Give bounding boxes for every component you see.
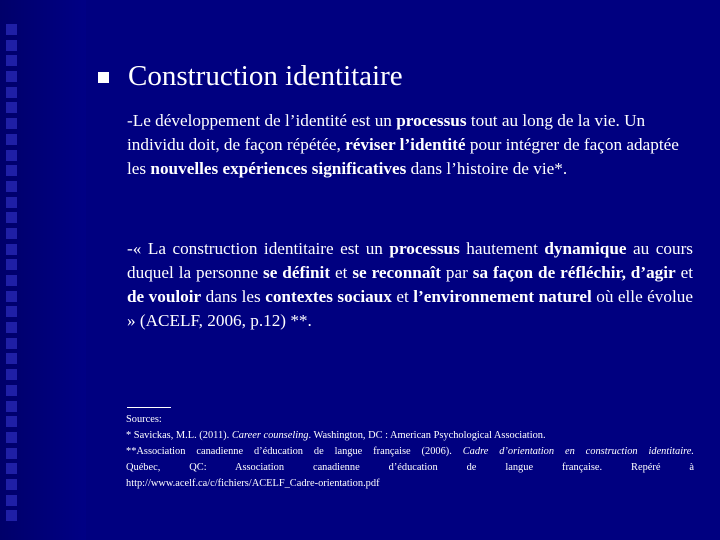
sources-heading: Sources: (126, 414, 162, 425)
decorative-square (6, 71, 17, 82)
body-text: et (675, 263, 694, 282)
decorative-square (6, 448, 17, 459)
reference-url-link[interactable]: http://www.acelf.ca/c/fichiers/ACELF_Cadre-orientation.pdf (126, 478, 380, 489)
body-text: où elle évolue » (ACELF, 2006, p.12) **. (127, 287, 693, 330)
sources-block (126, 412, 694, 492)
paragraph-definition (127, 109, 693, 181)
reference-acelf-publisher: Québec, QC: Association canadienne d’éducation de langue française. Repéré à (126, 462, 694, 473)
decorative-square (6, 118, 17, 129)
body-text: hautement (459, 239, 545, 258)
body-text: -Le développement de l’identité est un (127, 111, 397, 130)
decorative-square (6, 291, 17, 302)
decorative-square (6, 228, 17, 239)
reference-title: Cadre d’orientation en construction identitaire. (462, 446, 694, 457)
body-text: et (391, 287, 414, 306)
emphasized-text: nouvelles expériences significatives (150, 159, 407, 178)
reference-acelf (126, 444, 694, 460)
emphasized-text: contextes sociaux (265, 287, 392, 306)
emphasized-text: se définit (263, 263, 331, 282)
reference-text: * Savickas, M.L. (2011). (126, 430, 232, 441)
emphasized-text: dynamique (544, 239, 627, 258)
decorative-square (6, 510, 17, 521)
emphasized-text: processus (389, 239, 460, 258)
decorative-square (6, 338, 17, 349)
decorative-square (6, 275, 17, 286)
decorative-square (6, 322, 17, 333)
reference-savickas (126, 428, 694, 444)
decorative-square (6, 197, 17, 208)
decorative-square (6, 212, 17, 223)
decorative-square (6, 385, 17, 396)
decorative-square-column (6, 24, 18, 534)
decorative-square (6, 102, 17, 113)
decorative-square (6, 24, 17, 35)
body-text: par (440, 263, 473, 282)
decorative-square (6, 479, 17, 490)
body-text: au cours duquel la personne (127, 239, 693, 282)
decorative-square (6, 40, 17, 51)
emphasized-text: l’environnement naturel (413, 287, 592, 306)
emphasized-text: sa façon de réfléchir, d’agir (472, 263, 676, 282)
decorative-square (6, 259, 17, 270)
decorative-square (6, 401, 17, 412)
decorative-square (6, 495, 17, 506)
decorative-square (6, 150, 17, 161)
decorative-square (6, 165, 17, 176)
decorative-left-band (0, 0, 86, 540)
decorative-square (6, 55, 17, 66)
body-text: et (330, 263, 353, 282)
slide-title: Construction identitaire (128, 60, 403, 92)
reference-text: **Association canadienne d’éducation de langue française (2006). (126, 446, 463, 457)
decorative-square (6, 306, 17, 317)
decorative-square (6, 432, 17, 443)
reference-title: Career counseling (231, 430, 309, 441)
emphasized-text: se reconnaît (352, 263, 441, 282)
decorative-square (6, 87, 17, 98)
emphasized-text: réviser l’identité (345, 135, 466, 154)
emphasized-text: processus (396, 111, 467, 130)
square-bullet-icon (98, 72, 109, 83)
reference-text: . Washington, DC : American Psychological Association. (308, 430, 546, 441)
decorative-square (6, 244, 17, 255)
paragraph-quote (127, 237, 693, 333)
body-text: dans l’histoire de vie*. (406, 159, 568, 178)
decorative-square (6, 369, 17, 380)
footnote-divider (127, 407, 171, 408)
body-text: tout au long de la vie. Un individu doit, de façon répétée, (127, 111, 646, 154)
body-text: pour intégrer de façon adaptée les (127, 135, 679, 178)
decorative-square (6, 134, 17, 145)
decorative-square (6, 353, 17, 364)
decorative-square (6, 463, 17, 474)
emphasized-text: de vouloir (127, 287, 202, 306)
body-text: -« La construction identitaire est un (127, 239, 390, 258)
decorative-square (6, 181, 17, 192)
decorative-square (6, 416, 17, 427)
body-text: dans les (201, 287, 266, 306)
